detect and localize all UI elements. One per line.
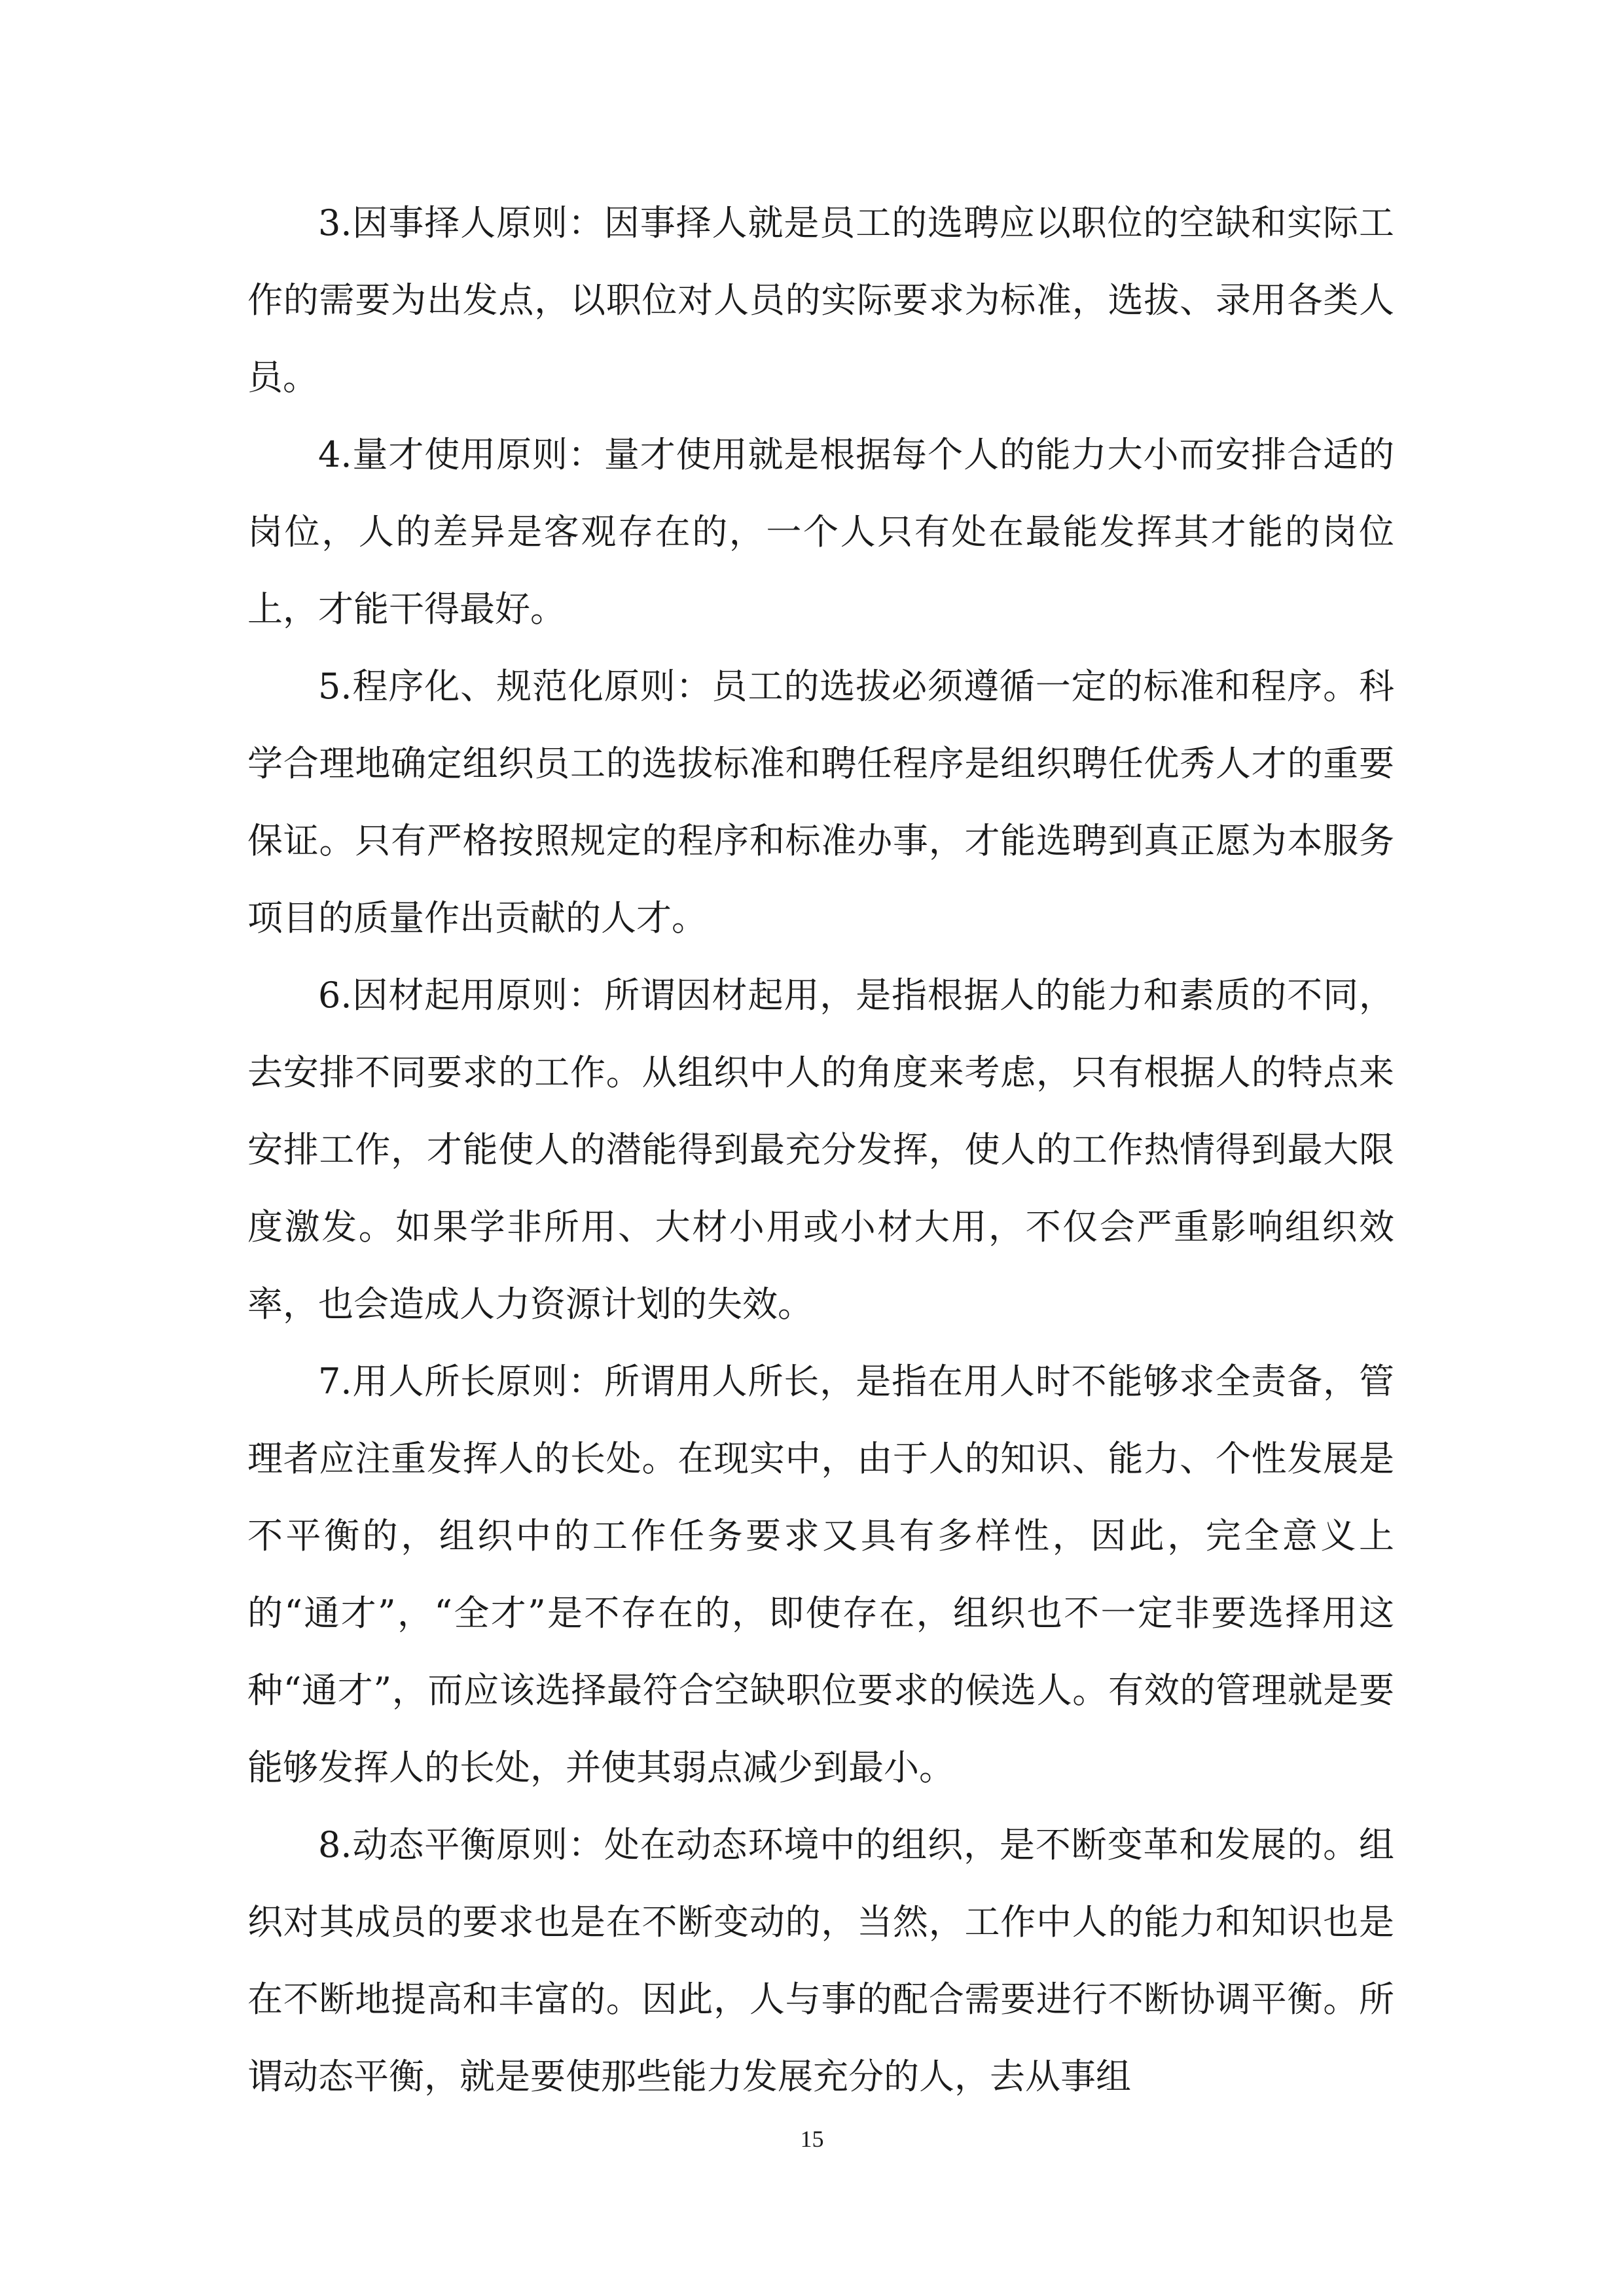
page-number: 15 [800,2126,824,2152]
paragraph-principle-7: 7.用人所长原则：所谓用人所长，是指在用人时不能够求全责备，管理者应注重发挥人的长处。在现实中，由于人的知识、能力、个性发展是不平衡的，组织中的工作任务要求又具有多样性，因此，完全意义上的“通才”，“全才”是不存在的，即使存在，组织也不一定非要选择用这种“通才”，而应该选择最符合空缺职位要求的候选人。有效的管理就是要能够发挥人的长处，并使其弱点减少到最小。 [247,1361,1394,1788]
paragraph-principle-6: 6.因材起用原则：所谓因材起用，是指根据人的能力和素质的不同，去安排不同要求的工作。从组织中人的角度来考虑，只有根据人的特点来安排工作，才能使人的潜能得到最充分发挥，使人的工作热情得到最大限度激发。如果学非所用、大材小用或小材大用，不仅会严重影响组织效率，也会造成人力资源计划的失效。 [247,975,1394,1325]
paragraph-principle-3: 3.因事择人原则：因事择人就是员工的选聘应以职位的空缺和实际工作的需要为出发点，以职位对人员的实际要求为标准，选拔、录用各类人员。 [247,202,1394,398]
body-text [247,185,1394,2115]
paragraph-principle-5: 5.程序化、规范化原则：员工的选拔必须遵循一定的标准和程序。科学合理地确定组织员工的选拔标准和聘任程序是组织聘任优秀人才的重要保证。只有严格按照规定的程序和标准办事，才能选聘到真正愿为本服务项目的质量作出贡献的人才。 [247,666,1394,939]
paragraph-principle-4: 4.量才使用原则：量才使用就是根据每个人的能力大小而安排合适的岗位，人的差异是客观存在的，一个人只有处在最能发挥其才能的岗位上，才能干得最好。 [247,434,1394,630]
paragraph-principle-8: 8.动态平衡原则：处在动态环境中的组织，是不断变革和发展的。组织对其成员的要求也是在不断变动的，当然，工作中人的能力和知识也是在不断地提高和丰富的。因此，人与事的配合需要进行不断协调平衡。所谓动态平衡，就是要使那些能力发展充分的人，去从事组 [247,1824,1394,2097]
